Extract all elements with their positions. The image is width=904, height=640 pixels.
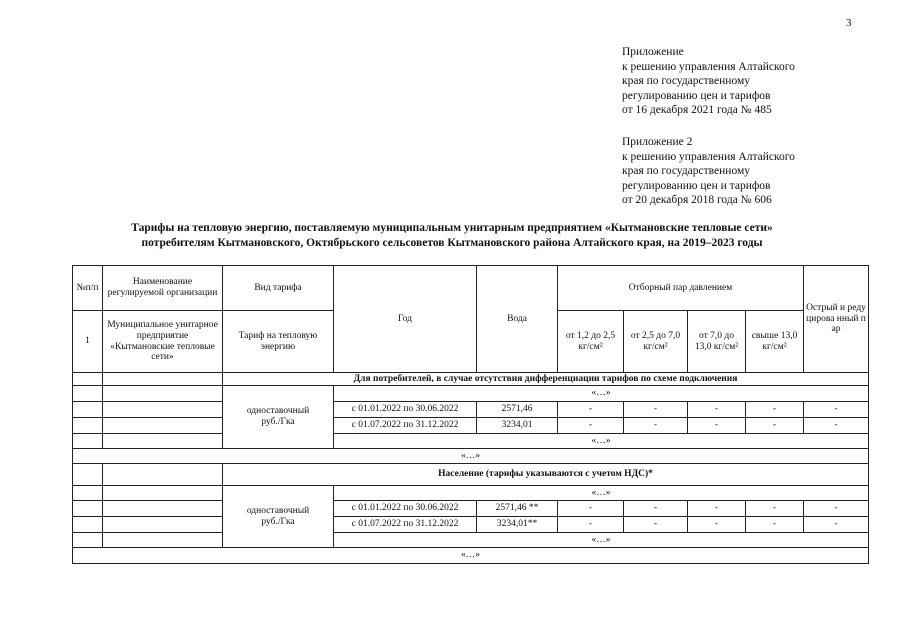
empty-cell — [103, 501, 223, 517]
empty-cell — [103, 386, 223, 402]
appendix-line: края по государственному — [622, 75, 750, 87]
section-title: Население (тарифы указываются с учетом НДС)* — [223, 464, 869, 486]
tariff-type: одноставочный руб./Гка — [223, 386, 334, 449]
appendix-original — [622, 135, 795, 208]
table-row — [73, 402, 869, 418]
empty-cell — [103, 402, 223, 418]
appendix-line: от 16 декабря 2021 года № 485 — [622, 104, 772, 116]
appendix-line: края по государственному — [622, 165, 750, 177]
value-cell: - — [804, 418, 869, 434]
value-cell: - — [558, 418, 624, 434]
title-line-2: потребителям Кытмановского, Октябрьского сельсоветов Кытмановского района Алтайского края, на 2019–2023 годы — [141, 237, 763, 249]
value-cell: - — [624, 517, 688, 533]
appendix-current — [622, 45, 795, 118]
period-cell: с 01.07.2022 по 31.12.2022 — [334, 517, 477, 533]
title-line-1: Тарифы на тепловую энергию, поставляемую муниципальным унитарным предприятием «Кытмановские тепловые сети» — [131, 222, 773, 234]
tariff-type: одноставочный руб./Гка — [223, 486, 334, 548]
empty-cell — [103, 418, 223, 434]
header-selected-steam: Отборный пар давлением — [558, 266, 804, 311]
value-cell: - — [688, 517, 746, 533]
empty-cell — [73, 501, 103, 517]
value-cell: - — [624, 501, 688, 517]
appendix-line: к решению управления Алтайского — [622, 60, 795, 73]
omitted-marker: «…» — [73, 548, 869, 564]
appendix-line: к решению управления Алтайского — [622, 150, 795, 163]
header-pressure: свыше 13,0 кг/см² — [746, 311, 804, 373]
header-num: №п/п — [73, 266, 103, 311]
value-cell: - — [624, 402, 688, 418]
header-row — [73, 266, 869, 311]
empty-cell — [103, 434, 223, 449]
table-row — [73, 486, 869, 501]
header-year: Год — [334, 266, 477, 373]
value-cell: - — [558, 517, 624, 533]
omitted-marker: «…» — [73, 449, 869, 464]
value-cell: - — [688, 418, 746, 434]
empty-cell — [73, 434, 103, 449]
table-row — [73, 517, 869, 533]
empty-cell — [73, 386, 103, 402]
value-cell: - — [746, 402, 804, 418]
table-row — [73, 533, 869, 548]
water-cell: 3234,01** — [477, 517, 558, 533]
period-cell: с 01.01.2022 по 30.06.2022 — [334, 402, 477, 418]
value-cell: - — [804, 402, 869, 418]
period-cell: с 01.01.2022 по 30.06.2022 — [334, 501, 477, 517]
empty-cell — [73, 517, 103, 533]
header-tariff-kind: Вид тарифа — [223, 266, 334, 311]
empty-cell — [73, 533, 103, 548]
tariff-table — [72, 265, 869, 564]
header-pressure: от 2,5 до 7,0 кг/см² — [624, 311, 688, 373]
org-num: 1 — [73, 311, 103, 373]
section-title-row — [73, 373, 869, 386]
value-cell: - — [746, 501, 804, 517]
table-row — [73, 418, 869, 434]
appendix-line: от 20 декабря 2018 года № 606 — [622, 194, 772, 206]
value-cell: - — [804, 501, 869, 517]
value-cell: - — [624, 418, 688, 434]
document-title — [0, 221, 904, 251]
period-cell: с 01.07.2022 по 31.12.2022 — [334, 418, 477, 434]
omitted-marker: «…» — [334, 386, 869, 402]
empty-cell — [73, 464, 103, 486]
omitted-marker: «…» — [334, 533, 869, 548]
empty-cell — [73, 373, 103, 386]
table-row — [73, 501, 869, 517]
table-row — [73, 434, 869, 449]
empty-cell — [103, 517, 223, 533]
table-row — [73, 548, 869, 564]
value-cell: - — [804, 517, 869, 533]
empty-cell — [103, 533, 223, 548]
value-cell: - — [688, 501, 746, 517]
empty-cell — [103, 373, 223, 386]
org-tariff: Тариф на тепловую энергию — [223, 311, 334, 373]
empty-cell — [103, 486, 223, 501]
empty-cell — [73, 402, 103, 418]
header-sharp-steam: Острый и редуцирова нный пар — [804, 266, 869, 373]
org-name: Муниципальное унитарное предприятие «Кытмановские тепловые сети» — [103, 311, 223, 373]
omitted-marker: «…» — [334, 434, 869, 449]
section-title-row — [73, 464, 869, 486]
water-cell: 2571,46 ** — [477, 501, 558, 517]
value-cell: - — [746, 517, 804, 533]
empty-cell — [73, 486, 103, 501]
water-cell: 3234,01 — [477, 418, 558, 434]
header-pressure: от 7,0 до 13,0 кг/см² — [688, 311, 746, 373]
appendix-line: Приложение — [622, 46, 684, 58]
omitted-marker: «…» — [334, 486, 869, 501]
value-cell: - — [558, 402, 624, 418]
table-row — [73, 449, 869, 464]
table-row — [73, 386, 869, 402]
header-water: Вода — [477, 266, 558, 373]
header-pressure: от 1,2 до 2,5 кг/см² — [558, 311, 624, 373]
page-number: 3 — [846, 17, 852, 29]
appendix-line: регулированию цен и тарифов — [622, 179, 771, 192]
water-cell: 2571,46 — [477, 402, 558, 418]
appendix-line: Приложение 2 — [622, 136, 693, 148]
header-org-name: Наименование регулируемой организации — [103, 266, 223, 311]
value-cell: - — [558, 501, 624, 517]
value-cell: - — [746, 418, 804, 434]
appendix-line: регулированию цен и тарифов — [622, 89, 771, 102]
empty-cell — [73, 418, 103, 434]
value-cell: - — [688, 402, 746, 418]
section-title: Для потребителей, в случае отсутствия дифференциации тарифов по схеме подключения — [223, 373, 869, 386]
empty-cell — [103, 464, 223, 486]
